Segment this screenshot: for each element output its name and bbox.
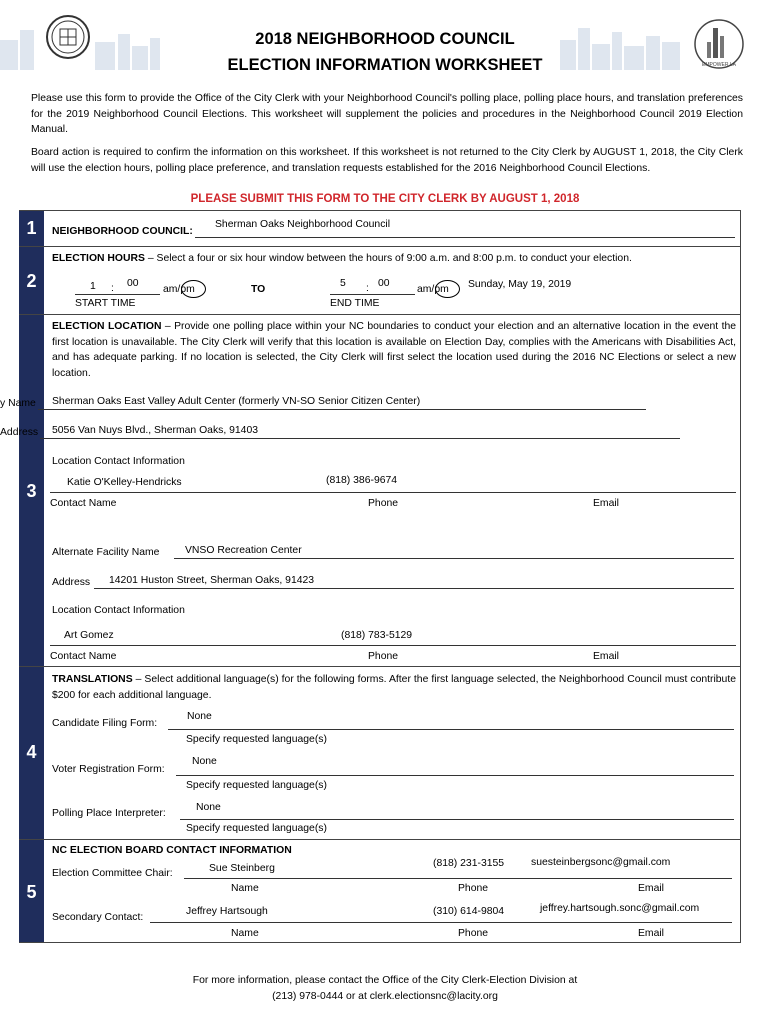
facility-address-label: Address bbox=[0, 427, 39, 438]
section-5-number-bar bbox=[19, 840, 44, 942]
section-3-number-bar bbox=[19, 315, 44, 666]
alt-address-field-line bbox=[94, 588, 734, 589]
footer-contact-line2[interactable]: (213) 978-0444 or at clerk.electionsnc@lacity.org bbox=[272, 991, 498, 1002]
time-range-to-label: TO bbox=[251, 284, 266, 295]
contact-name-column-label: Contact Name bbox=[50, 498, 117, 509]
alt-email-column-label: Email bbox=[593, 651, 619, 662]
translations-heading: TRANSLATIONS bbox=[52, 674, 133, 685]
svg-text:EMPOWER LA: EMPOWER LA bbox=[702, 62, 736, 68]
alt-facility-name-field-line bbox=[174, 558, 734, 559]
footer-contact-line1: For more information, please contact the Office of the City Clerk-Election Division at bbox=[192, 975, 578, 986]
committee-chair-name-value[interactable]: Sue Steinberg bbox=[209, 863, 275, 874]
polling-interpreter-label: Polling Place Interpreter: bbox=[52, 808, 166, 819]
email-column-label: Email bbox=[593, 498, 619, 509]
alt-contact-field-line bbox=[50, 645, 736, 646]
start-pm-selected-circle bbox=[181, 280, 206, 298]
candidate-filing-field-line bbox=[168, 729, 734, 730]
election-location-heading: ELECTION LOCATION bbox=[52, 321, 162, 332]
alt-address-value[interactable]: 14201 Huston Street, Sherman Oaks, 91423 bbox=[109, 575, 315, 586]
election-hours-heading: ELECTION HOURS bbox=[52, 253, 145, 264]
facility-address-field-line bbox=[40, 438, 680, 439]
voter-registration-label: Voter Registration Form: bbox=[52, 764, 165, 775]
location-contact-name-value[interactable]: Katie O'Kelley-Hendricks bbox=[67, 477, 182, 488]
section-2-number-bar bbox=[19, 247, 44, 314]
election-hours-text: – Select a four or six hour window between the hours of 9:00 a.m. and 8:00 p.m. to conduct your election. bbox=[147, 253, 632, 264]
end-time-label: END TIME bbox=[330, 298, 380, 309]
facility-name-label: y Name bbox=[0, 398, 36, 409]
translations-text: – Select additional language(s) for the following forms. After the first language selected, the Neighborhood Council must contribute $200 for each additional language. bbox=[52, 674, 737, 701]
location-contact-phone-value[interactable]: (818) 386-9674 bbox=[326, 475, 398, 486]
secondary-name-column-label: Name bbox=[231, 928, 259, 939]
phone-column-label: Phone bbox=[368, 498, 399, 509]
secondary-contact-label: Secondary Contact: bbox=[52, 912, 144, 923]
election-location-instruction bbox=[52, 319, 736, 382]
secondary-contact-email-value[interactable]: jeffrey.hartsough.sonc@gmail.com bbox=[540, 903, 700, 914]
polling-interpreter-field-line bbox=[180, 819, 734, 820]
committee-chair-label: Election Committee Chair: bbox=[52, 868, 173, 879]
start-minute-value[interactable]: 00 bbox=[127, 278, 139, 289]
intro-paragraph-2: Board action is required to confirm the information on this worksheet. If this worksheet is not returned to the City Clerk by AUGUST 1, 2018, the City Clerk will use the election hours, polling place preference, and translation requests established for the 2016 Neighborhood Council Elections. bbox=[31, 147, 743, 174]
end-ampm-option[interactable]: am/pm bbox=[417, 284, 449, 295]
facility-address-value[interactable]: 5056 Van Nuys Blvd., Sherman Oaks, 91403 bbox=[52, 425, 259, 436]
neighborhood-council-field-line bbox=[195, 237, 735, 238]
section-2-number: 2 bbox=[26, 271, 37, 291]
submit-deadline-notice: PLEASE SUBMIT THIS FORM TO THE CITY CLERK BY AUGUST 1, 2018 bbox=[190, 193, 580, 205]
intro-paragraph-1: Please use this form to provide the Office of the City Clerk with your Neighborhood Council's polling place, polling place hours, and translation preferences for the 2019 Neighborhood Council Elections. This worksheet will supplement the policies and procedures in the Neighborhood Council 2019 Election Manual. bbox=[31, 93, 743, 135]
candidate-specify-language-label: Specify requested language(s) bbox=[186, 734, 327, 745]
end-pm-selected-circle bbox=[435, 280, 460, 298]
secondary-email-column-label: Email bbox=[638, 928, 664, 939]
neighborhood-council-label: NEIGHBORHOOD COUNCIL: bbox=[52, 226, 193, 237]
start-hour-value[interactable]: 1 bbox=[90, 281, 96, 292]
polling-interpreter-value[interactable]: None bbox=[196, 802, 221, 813]
voter-registration-field-line bbox=[176, 775, 734, 776]
alt-phone-column-label: Phone bbox=[368, 651, 399, 662]
alt-contact-name-column-label: Contact Name bbox=[50, 651, 117, 662]
alt-facility-name-value[interactable]: VNSO Recreation Center bbox=[185, 545, 302, 556]
section-1-number-bar bbox=[19, 211, 44, 246]
form-title-line2: ELECTION INFORMATION WORKSHEET bbox=[227, 56, 543, 74]
start-time-label: START TIME bbox=[75, 298, 136, 309]
city-skyline-graphic bbox=[0, 0, 770, 100]
committee-chair-field-line bbox=[184, 878, 732, 879]
start-ampm-option[interactable]: am/pm bbox=[163, 284, 195, 295]
section-4-number: 4 bbox=[26, 742, 37, 762]
section-4-number-bar bbox=[19, 667, 44, 839]
voter-specify-language-label: Specify requested language(s) bbox=[186, 780, 327, 791]
secondary-contact-phone-value[interactable]: (310) 614-9804 bbox=[433, 906, 505, 917]
alt-contact-phone-value[interactable]: (818) 783-5129 bbox=[341, 630, 413, 641]
translations-instruction bbox=[52, 672, 736, 703]
end-time-field-line bbox=[330, 294, 415, 295]
secondary-contact-field-line bbox=[150, 922, 732, 923]
chair-phone-column-label: Phone bbox=[458, 883, 489, 894]
election-hours-instruction bbox=[52, 253, 632, 264]
alt-address-label: Address bbox=[52, 577, 91, 588]
location-contact-field-line bbox=[50, 492, 736, 493]
election-location-text: – Provide one polling place within your NC boundaries to conduct your election and an alternative location in the event the first location is unavailable. The City Clerk will verify that this location is available on Election Day, complies with the Americans with Disabilities Act, and has adequate parking. If no location is selected, the City Clerk will first select the location used during the 2016 NC Elections or select a new location. bbox=[52, 321, 737, 380]
interpreter-specify-language-label: Specify requested language(s) bbox=[186, 823, 327, 834]
section-1-number: 1 bbox=[26, 218, 37, 238]
candidate-filing-label: Candidate Filing Form: bbox=[52, 718, 158, 729]
alt-contact-name-value[interactable]: Art Gomez bbox=[64, 630, 114, 641]
facility-name-field-line bbox=[38, 409, 646, 410]
location-contact-info-label: Location Contact Information bbox=[52, 456, 185, 467]
alt-contact-info-label: Location Contact Information bbox=[52, 605, 185, 616]
alt-facility-name-label: Alternate Facility Name bbox=[52, 547, 160, 558]
start-time-field-line bbox=[75, 294, 160, 295]
section-3-number: 3 bbox=[26, 481, 37, 501]
section-5-number: 5 bbox=[26, 882, 37, 902]
neighborhood-council-value[interactable]: Sherman Oaks Neighborhood Council bbox=[215, 219, 391, 230]
secondary-contact-name-value[interactable]: Jeffrey Hartsough bbox=[186, 906, 268, 917]
end-hour-value[interactable]: 5 bbox=[340, 278, 346, 289]
chair-name-column-label: Name bbox=[231, 883, 259, 894]
chair-email-column-label: Email bbox=[638, 883, 664, 894]
end-minute-value[interactable]: 00 bbox=[378, 278, 390, 289]
secondary-phone-column-label: Phone bbox=[458, 928, 489, 939]
voter-registration-value[interactable]: None bbox=[192, 756, 217, 767]
committee-chair-phone-value[interactable]: (818) 231-3155 bbox=[433, 858, 505, 869]
election-date-value[interactable]: Sunday, May 19, 2019 bbox=[468, 279, 572, 290]
end-colon: : bbox=[366, 283, 369, 294]
start-colon: : bbox=[111, 283, 114, 294]
committee-chair-email-value[interactable]: suesteinbergsonc@gmail.com bbox=[531, 857, 671, 868]
facility-name-value[interactable]: Sherman Oaks East Valley Adult Center (formerly VN-SO Senior Citizen Center) bbox=[52, 396, 421, 407]
candidate-filing-value[interactable]: None bbox=[187, 711, 212, 722]
form-title-line1: 2018 NEIGHBORHOOD COUNCIL bbox=[255, 30, 515, 48]
election-board-contact-heading: NC ELECTION BOARD CONTACT INFORMATION bbox=[52, 845, 292, 856]
